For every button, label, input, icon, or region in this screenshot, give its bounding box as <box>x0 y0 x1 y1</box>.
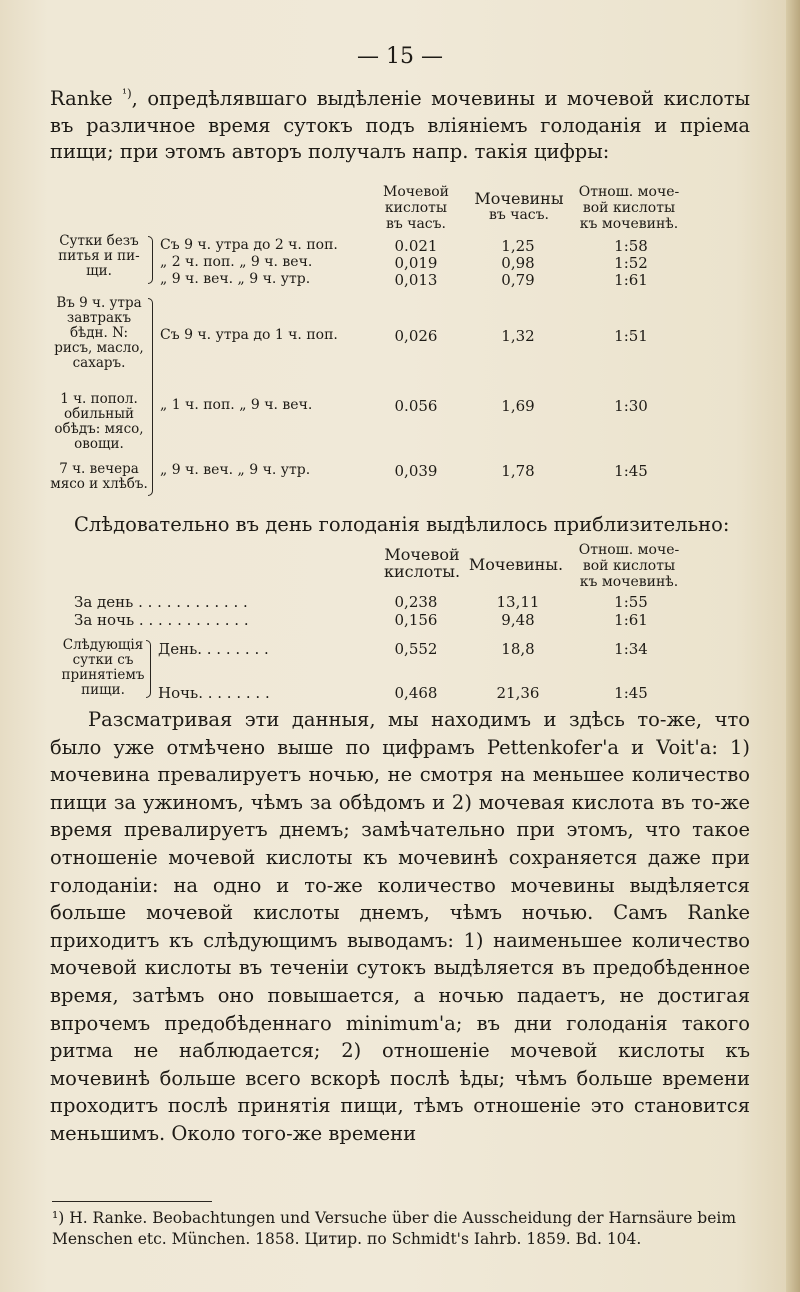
t1-g1-row3-uric: 0,013 <box>394 271 438 289</box>
t2-day-urea: 18,8 <box>501 640 535 658</box>
t2-header-uric: Мочевой кислоты. <box>383 545 461 581</box>
t2-row2-uric: 0,156 <box>394 611 438 629</box>
t2-row2-ratio: 1:61 <box>614 611 648 629</box>
t1-group1-label: Сутки безъ питья и пи- щи. <box>58 233 140 279</box>
t2-row1-label: За день . . . . . . . . . . . . <box>74 593 248 611</box>
t2-night-urea: 21,36 <box>496 684 540 702</box>
t2-header-ratio: Отнош. моче- вой кислоты къ мочевинѣ. <box>578 542 680 590</box>
t1-g1-row3-ratio: 1:61 <box>614 271 648 289</box>
t2-night-ratio: 1:45 <box>614 684 648 702</box>
t2-day-ratio: 1:34 <box>614 640 648 658</box>
t1-header-ratio: Отнош. моче- вой кислоты къ мочевинѣ. <box>578 184 680 232</box>
t2-night-uric: 0,468 <box>394 684 438 702</box>
author-name: Ranke <box>50 87 113 110</box>
t1-g1-row3-time: „ 9 ч. веч. „ 9 ч. утр. <box>160 271 311 287</box>
t2-group-brace <box>146 640 151 698</box>
t1-g1-row1-urea: 1,25 <box>501 237 535 255</box>
t1-g1-row1-uric: 0.021 <box>394 237 438 255</box>
t1-g2-row1-urea: 1,32 <box>501 327 535 345</box>
t2-day-uric: 0,552 <box>394 640 438 658</box>
t1-g2-row2-ratio: 1:30 <box>614 397 648 415</box>
t1-g1-row2-uric: 0,019 <box>394 254 438 272</box>
t1-group2-label-supper: 7 ч. вечера мясо и хлѣбъ. <box>50 461 148 492</box>
intro-paragraph <box>50 86 750 166</box>
t2-day-label: День. . . . . . . . <box>158 640 269 658</box>
t2-row1-ratio: 1:55 <box>614 593 648 611</box>
t2-night-label: Ночь. . . . . . . . <box>158 684 270 702</box>
t1-g2-row3-time: „ 9 ч. веч. „ 9 ч. утр. <box>160 462 311 478</box>
book-spine-edge <box>786 0 800 1292</box>
t2-header-urea: Мочевины. <box>468 555 564 574</box>
t2-row2-urea: 9,48 <box>501 611 535 629</box>
footnote-mark: ¹) <box>122 86 132 101</box>
page-number: — 15 — <box>357 44 443 69</box>
t2-row1-uric: 0,238 <box>394 593 438 611</box>
t1-g2-row1-time: Съ 9 ч. утра до 1 ч. поп. <box>160 327 338 343</box>
t1-g2-row2-time: „ 1 ч. поп. „ 9 ч. веч. <box>160 397 313 413</box>
t1-g1-row3-urea: 0,79 <box>501 271 535 289</box>
t1-g2-row1-ratio: 1:51 <box>614 327 648 345</box>
t1-g1-row1-time: Съ 9 ч. утра до 2 ч. поп. <box>160 237 338 253</box>
t1-header-urea: Мочевины въ часъ. <box>474 189 564 223</box>
t1-group1-brace <box>148 236 153 284</box>
t1-group2-brace <box>148 298 153 496</box>
t1-g2-row1-uric: 0,026 <box>394 327 438 345</box>
t1-g1-row2-ratio: 1:52 <box>614 254 648 272</box>
t1-g2-row3-ratio: 1:45 <box>614 462 648 480</box>
t1-header-uric: Мочевой кислоты въ часъ. <box>383 184 449 232</box>
t1-g1-row2-time: „ 2 ч. поп. „ 9 ч. веч. <box>160 254 313 270</box>
t2-row2-label: За ночь . . . . . . . . . . . . <box>74 611 249 629</box>
intro-text: , опредѣлявшаго выдѣленіе мочевины и мочевой кислоты въ различное время сутокъ подъ вліяніемъ голоданія и пріема пищи; при этомъ авторъ получалъ напр. такія цифры: <box>50 87 750 163</box>
t2-row1-urea: 13,11 <box>496 593 540 611</box>
body-paragraph: Разсматривая эти данныя, мы находимъ и здѣсь то-же, что было уже отмѣчено выше по цифрамъ Pettenkofer'а и Voit'а: 1) мочевина превалируетъ ночью, не смотря на меньшее количество пищи за ужиномъ, чѣмъ за обѣдомъ и 2) мочевая кислота въ то-же время превалируетъ днемъ; замѣчательно при этомъ, что такое отношеніе мочевой кислоты къ мочевинѣ сохраняется даже при голоданіи: на одно и то-же количество мочевины выдѣляется больше мочевой кислоты днемъ, чѣмъ ночью. Самъ Ranke приходитъ къ слѣдующимъ выводамъ: 1) наименьшее количество мочевой кислоты въ теченіи сутокъ выдѣляется въ предобѣденное время, затѣмъ оно повышается, а ночью падаетъ, не достигая впрочемъ предобѣденнаго minimum'а; въ дни голоданія такого ритма не наблюдается; 2) отношеніе мочевой кислоты къ мочевинѣ больше всего вскорѣ послѣ ѣды; чѣмъ больше времени проходитъ послѣ принятія пищи, тѣмъ отношеніе это становится меньшимъ. Около того-же времени <box>50 708 750 1145</box>
t2-group-label: Слѣдующія сутки съ принятіемъ пищи. <box>61 637 145 698</box>
t1-group2-label-dinner: 1 ч. попол. обильный обѣдъ: мясо, овощи. <box>54 391 144 452</box>
t1-g2-row2-urea: 1,69 <box>501 397 535 415</box>
footnote: ¹) H. Ranke. Beobachtungen und Versuche über die Ausscheidung der Harnsäure beim Menschen etc. München. 1858. Цитир. по Schmidt's Iahrb. 1859. Bd. 104. <box>52 1209 737 1248</box>
t1-g2-row2-uric: 0.056 <box>394 397 438 415</box>
t1-g2-row3-uric: 0,039 <box>394 462 438 480</box>
t1-g2-row3-urea: 1,78 <box>501 462 535 480</box>
t1-group2-label-breakfast: Въ 9 ч. утра завтракъ бѣдн. N: рисъ, масло, сахаръ. <box>54 295 144 371</box>
t1-g1-row2-urea: 0,98 <box>501 254 535 272</box>
t1-g1-row1-ratio: 1:58 <box>614 237 648 255</box>
footnote-rule <box>52 1201 212 1202</box>
mid-sentence: Слѣдовательно въ день голоданія выдѣлилось приблизительно: <box>74 513 730 536</box>
